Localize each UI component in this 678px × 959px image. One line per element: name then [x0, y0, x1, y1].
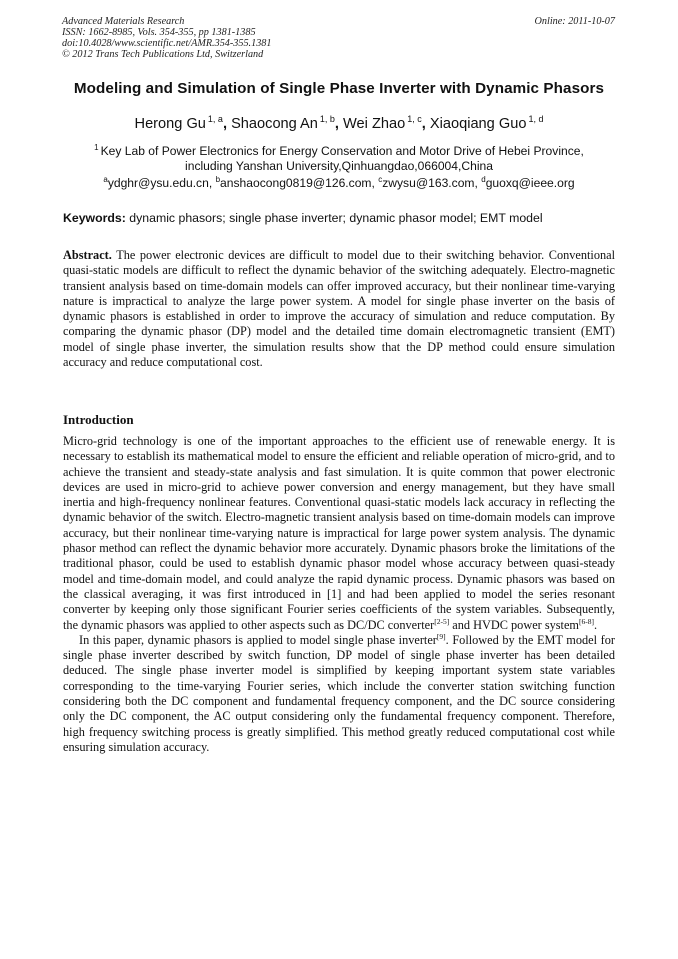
author-sup: 1, a — [207, 114, 223, 124]
author-separator: , — [334, 116, 339, 132]
abstract-label: Abstract. — [63, 248, 112, 262]
keywords-text: dynamic phasors; single phase inverter; dynamic phasor model; EMT model — [125, 211, 543, 225]
paragraph-text: Micro-grid technology is one of the important approaches to the efficient use of renewable energy. It is necessary to establish its mathematical model to ensure the efficient and reliable operation of micro-grid, and to achieve the transient and steady-state analysis and fast simulation. It is quite common that power electronic devices are used in micro-grid to achieve power conversion and energy management, but they have small inertia and high-frequency nonlinear features. Conventional quasi-static models lack accuracy in reflecting the dynamic behavior of the switch. Electro-magnetic transient analysis based on time-domain models can improve accuracy, but their nonlinear time-varying nature is impractical for large power system analysis. The dynamic phasor method can reflect the dynamic behavior more accurately. Dynamic phasors broke the limitations of the traditional phasor, could be used to establish dynamic phasor model whose accuracy between quasi-steady model and time-domain model, and could analyze the rapid dynamic process. Dynamic phasors was based on the classical averaging, it was first introduced in [1] and had been applied to model the series resonant converter by keeping only those significant Fourier series coefficients of the system variables. Subsequently, the dynamic phasors was applied to other aspects such as DC/DC converter — [63, 434, 615, 632]
email-sup: a — [103, 175, 108, 184]
email-address[interactable]: anshaocong0819@126.com — [220, 176, 372, 190]
author-name: Wei Zhao — [343, 116, 406, 132]
copyright-line: © 2012 Trans Tech Publications Ltd, Switzerland — [62, 49, 264, 60]
keywords-label: Keywords: — [63, 211, 126, 225]
affiliation-line-2: including Yanshan University,Qinhuangdao,066004,China — [185, 159, 493, 173]
author-separator: , — [421, 116, 426, 132]
email-sup: b — [215, 175, 221, 184]
online-date: Online: 2011-10-07 — [534, 16, 615, 27]
email-list — [0, 175, 678, 190]
keywords — [63, 211, 623, 225]
author-sup: 1, d — [528, 114, 544, 124]
email-address[interactable]: ydghr@ysu.edu.cn — [107, 176, 209, 190]
paper-title: Modeling and Simulation of Single Phase Inverter with Dynamic Phasors — [73, 80, 605, 97]
email-separator: , — [474, 176, 482, 190]
intro-paragraph-1 — [63, 434, 615, 633]
author-name: Shaocong An — [231, 116, 318, 132]
email-sup: d — [481, 175, 486, 184]
affiliation-line-1: Key Lab of Power Electronics for Energy Conservation and Motor Drive of Hebei Province, — [100, 144, 584, 158]
email-address[interactable]: zwysu@163.com — [382, 176, 475, 190]
author-sup: 1, c — [407, 114, 422, 124]
author-name: Xiaoqiang Guo — [429, 116, 527, 132]
affiliation-sup: 1 — [94, 143, 99, 152]
introduction-body — [63, 434, 615, 755]
email-separator: , — [371, 176, 379, 190]
paragraph-text: . Followed by the EMT model for single phase inverter described by switch function, DP model of single phase inverter has been detailed deduced. The single phase inverter model is simplified by keeping important system state variables corresponding to the time-varying Fourier series, which include the converter station switching function considering both the DC component and fundamental frequency component, and the DC source considering only the DC component, the AC output considering only the fundamental frequency component. Therefore, high frequency switching process is greatly simplified. This method greatly reduced computational cost while ensuring simulation accuracy. — [63, 632, 615, 754]
intro-paragraph-2 — [63, 633, 615, 755]
email-sup: c — [378, 175, 383, 184]
journal-header — [62, 16, 271, 60]
issn-line: ISSN: 1662-8985, Vols. 354-355, pp 1381-1385 — [62, 27, 256, 38]
paragraph-text: and HVDC power system — [449, 617, 579, 632]
citation-ref[interactable]: [9] — [436, 631, 446, 641]
doi-line[interactable]: doi:10.4028/www.scientific.net/AMR.354-355.1381 — [62, 38, 272, 49]
author-sup: 1, b — [319, 114, 335, 124]
email-separator: , — [208, 176, 216, 190]
author-list — [0, 114, 678, 132]
abstract — [63, 248, 615, 370]
paragraph-text: . — [594, 617, 598, 632]
paragraph-text: In this paper, dynamic phasors is applied to model single phase inverter — [79, 632, 437, 647]
email-address[interactable]: guoxq@ieee.org — [485, 176, 575, 190]
author-name: Herong Gu — [134, 116, 206, 132]
abstract-text: The power electronic devices are difficult to model due to their switching behavior. Conventional quasi-static models are difficult to reflect the dynamic behavior of the switching adequately. Electro-magnetic transient analysis based on time-domain models can offer improved accuracy, but their nonlinear time-varying nature is impractical to analyze the large power system. A model for single phase inverter on the basis of dynamic phasors is established in order to improve the accuracy of simulation and reduce computation. By comparing the dynamic phasor (DP) model and the detailed time domain electromagnetic transient (EMT) model of single phase inverter, the simulation results show that the DP method could ensure simulation accuracy and reduce computational cost. — [63, 248, 615, 370]
journal-name: Advanced Materials Research — [62, 16, 185, 27]
citation-ref[interactable]: [2-5] — [434, 616, 450, 626]
author-separator: , — [222, 116, 227, 132]
affiliation — [0, 140, 678, 174]
section-heading-introduction: Introduction — [63, 412, 134, 427]
citation-ref[interactable]: [6-8] — [579, 616, 594, 626]
